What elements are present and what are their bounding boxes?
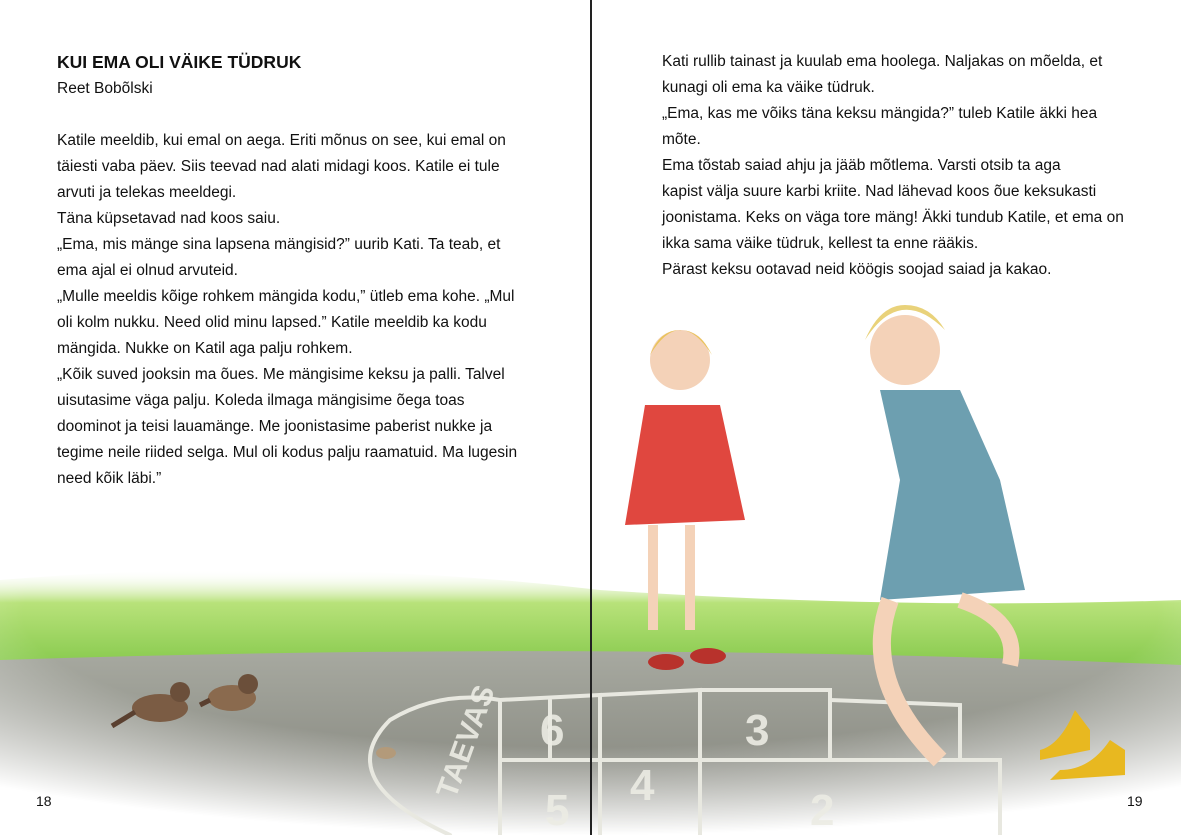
text-line: „Ema, mis mänge sina lapsena mängisid?” uurib Kati. Ta teab, et	[57, 236, 501, 253]
text-line: kunagi oli ema ka väike tüdruk.	[662, 79, 875, 96]
left-body-text	[57, 128, 517, 492]
text-line: „Ema, kas me võiks täna keksu mängida?” tuleb Katile äkki hea	[662, 105, 1098, 122]
text-line: uisutasime väga palju. Koleda ilmaga mängisime õega toas	[57, 392, 465, 409]
chalk-number: 5	[545, 786, 570, 835]
chalk-number: 6	[540, 706, 565, 755]
text-line: arvuti ja telekas meeldegi.	[57, 184, 237, 201]
text-line: „Kõik suved jooksin ma õues. Me mängisime keksu ja palli. Talvel	[57, 366, 505, 383]
story-title: KUI EMA OLI VÄIKE TÜDRUK	[57, 52, 302, 72]
text-line: mõte.	[662, 131, 701, 148]
chalk-number: 4	[630, 761, 655, 810]
text-line: need kõik läbi.”	[57, 470, 162, 487]
text-line: tegime neile riided selga. Mul oli kodus palju raamatuid. Ma lugesin	[57, 444, 518, 461]
stone	[376, 747, 396, 759]
text-line: joonistama. Keks on väga tore mäng! Äkki tundub Katile, et ema on	[662, 209, 1124, 226]
text-line: ikka sama väike tüdruk, kellest ta enne rääkis.	[662, 235, 979, 252]
chalk-text: TAEVAS	[430, 680, 502, 803]
text-line: doominot ja teisi lauamänge. Me joonistasime paberist nukke ja	[57, 418, 493, 435]
text-line: Katile meeldib, kui emal on aega. Eriti mõnus on see, kui emal on	[57, 132, 506, 149]
page-number: 18	[36, 793, 52, 809]
text-line: Kati rullib tainast ja kuulab ema hoolega. Naljakas on mõelda, et	[662, 53, 1103, 70]
chalk-number: 3	[745, 706, 770, 755]
chalk-number: 2	[810, 786, 835, 835]
text-line: täiesti vaba päev. Siis teevad nad alati midagi koos. Katile ei tule	[57, 158, 500, 175]
text-line: Ema tõstab saiad ahju ja jääb mõtlema. Varsti otsib ta aga	[662, 157, 1061, 174]
text-line: mängida. Nukke on Katil aga palju rohkem.	[57, 340, 353, 357]
right-body-text	[662, 49, 1124, 283]
text-line: „Mulle meeldis kõige rohkem mängida kodu,” ütleb ema kohe. „Mul	[57, 288, 515, 305]
text-line: ema ajal ei olnud arvuteid.	[57, 262, 238, 279]
text-line: Täna küpsetavad nad koos saiu.	[57, 210, 281, 227]
text-line: kapist välja suure karbi kriite. Nad lähevad koos õue keksukasti	[662, 183, 1097, 200]
text-line: oli kolm nukku. Need olid minu lapsed.” Katile meeldib ka kodu	[57, 314, 487, 331]
story-author: Reet Bobõlski	[57, 80, 153, 97]
page-number: 19	[1127, 793, 1143, 809]
text-line: Pärast keksu ootavad neid köögis soojad saiad ja kakao.	[662, 261, 1052, 278]
book-spine	[590, 0, 592, 835]
